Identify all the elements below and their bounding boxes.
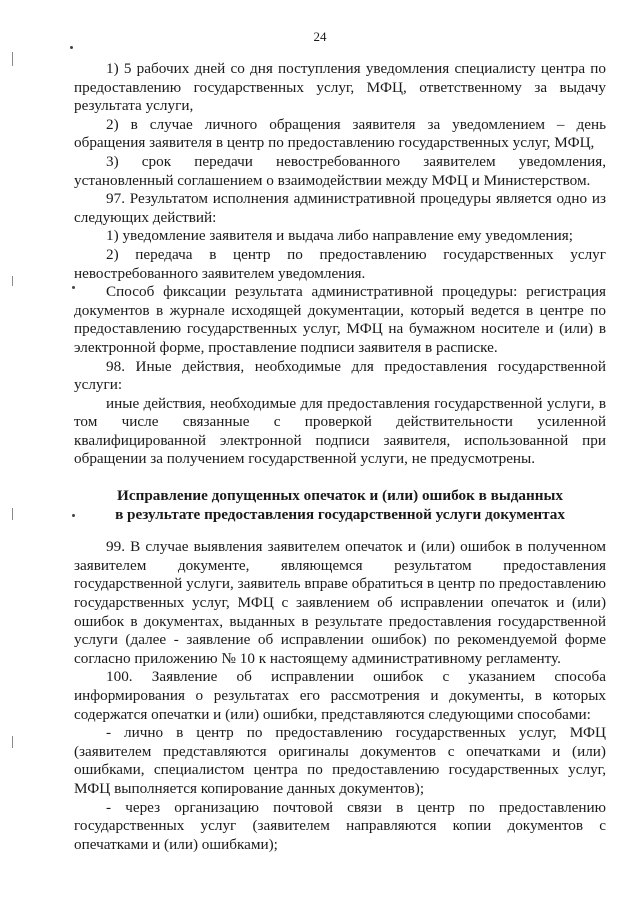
paragraph: 3) срок передачи невостребованного заявителем уведомления, установленный соглашением о взаимодействии между МФЦ и Министерством. <box>74 152 606 189</box>
document-body <box>74 60 606 854</box>
paragraph: иные действия, необходимые для предоставления государственной услуги, в том числе связанные с проверкой действительности усиленной квалифицированной электронной подписи заявителя, использованной при обращении за получением государственной услуги, не предусмотрены. <box>74 394 606 468</box>
scan-dot <box>70 46 73 49</box>
margin-mark <box>12 508 13 520</box>
paragraph: Способ фиксации результата административной процедуры: регистрация документов в журнале исходящей документации, который ведется в центре по предоставлению государственных услуг, МФЦ на бумажном носителе и (или) в электронной форме, проставление подписи заявителя в расписке. <box>74 283 606 356</box>
paragraph: 99. В случае выявления заявителем опечаток и (или) ошибок в полученном заявителем документе, являющемся результатом предоставления государственной услуги, заявитель вправе обратиться в центр по предоставлению государственных услуг, МФЦ с заявлением об исправлении опечаток и (или) ошибок в документах, выданных в результате предоставления государственной услуги (далее - заявление об исправлении ошибок) по рекомендуемой форме согласно приложению № 10 к настоящему административному регламенту. <box>74 538 606 667</box>
section-heading-line: в результате предоставления государственной услуги документах <box>115 505 565 523</box>
margin-mark <box>12 52 13 66</box>
paragraph: 1) 5 рабочих дней со дня поступления уведомления специалисту центра по предоставлению государственных услуг, МФЦ, ответственному за выдачу результата услуги, <box>74 60 606 115</box>
paragraph: 1) уведомление заявителя и выдача либо направление ему уведомления; <box>106 227 573 245</box>
margin-mark <box>12 276 13 286</box>
section-heading <box>74 487 606 524</box>
paragraph: 100. Заявление об исправлении ошибок с указанием способа информирования о результатах его рассмотрения и документы, в которых содержатся опечатки и (или) ошибки, представляются следующими способами: <box>74 668 606 723</box>
paragraph: 98. Иные действия, необходимые для предоставления государственной услуги: <box>74 357 606 394</box>
page-number: 24 <box>313 29 327 44</box>
margin-mark <box>12 736 13 748</box>
section-heading-line: Исправление допущенных опечаток и (или) ошибок в выданных <box>117 487 563 505</box>
paragraph: 2) в случае личного обращения заявителя за уведомлением – день обращения заявителя в центр по предоставлению государственных услуг, МФЦ, <box>74 115 606 152</box>
paragraph: - лично в центр по предоставлению государственных услуг, МФЦ (заявителем представляются оригиналы документов с опечатками и (или) ошибками, специалистом центра по предоставлению государственных услуг, МФЦ выполняется копирование данных документов); <box>74 724 606 797</box>
paragraph: 97. Результатом исполнения административной процедуры является одно из следующих действий: <box>74 190 606 226</box>
paragraph: - через организацию почтовой связи в центр по предоставлению государственных услуг (заявителем направляются копии документов с опечатками и (или) ошибками); <box>74 798 606 853</box>
paragraph: 2) передача в центр по предоставлению государственных услуг невостребованного заявителем уведомления. <box>74 245 606 282</box>
